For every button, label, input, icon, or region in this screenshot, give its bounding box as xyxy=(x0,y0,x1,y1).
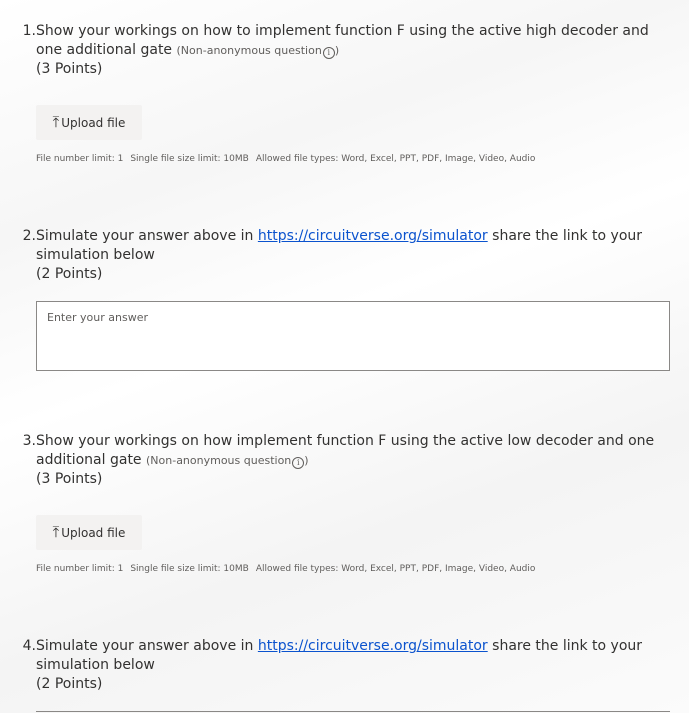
allowed-file-types: Allowed file types: Word, Excel, PPT, PDF, Image, Video, Audio xyxy=(255,564,536,574)
question-3 xyxy=(0,432,689,489)
question-points: (3 Points) xyxy=(36,471,103,487)
question-title: Show your workings on how implement function F using the active low decoder and one additional gate xyxy=(36,433,655,468)
non-anonymous-tag: (Non-anonymous question i ) xyxy=(146,454,309,467)
file-number-limit: File number limit: 1 xyxy=(36,154,124,164)
upload-label: Upload file xyxy=(61,525,126,540)
question-points: (2 Points) xyxy=(36,266,103,282)
question-title: Show your workings on how to implement function F using the active high decoder and one additional gate xyxy=(36,23,649,58)
question-2 xyxy=(0,227,689,284)
file-size-limit: Single file size limit: 10MB xyxy=(130,154,249,164)
question-title-prefix: Simulate your answer above in xyxy=(36,228,258,244)
question-1 xyxy=(0,22,689,79)
circuitverse-link[interactable]: https://circuitverse.org/simulator xyxy=(257,638,488,654)
file-size-limit: Single file size limit: 10MB xyxy=(130,564,249,574)
question-number: 2. xyxy=(22,228,36,244)
question-title-prefix: Simulate your answer above in xyxy=(36,638,258,654)
upload-label: Upload file xyxy=(61,115,126,130)
upload-arrow-icon: ⤒ xyxy=(52,522,60,541)
info-icon[interactable]: i xyxy=(323,47,335,59)
question-points: (3 Points) xyxy=(36,61,103,77)
upload-arrow-icon: ⤒ xyxy=(52,112,60,131)
info-icon[interactable]: i xyxy=(292,457,304,469)
question-number: 3. xyxy=(22,433,36,449)
answer-textbox[interactable] xyxy=(36,301,670,371)
question-number: 4. xyxy=(22,638,36,654)
upload-file-button[interactable] xyxy=(36,105,142,140)
non-anonymous-tag: (Non-anonymous question i ) xyxy=(176,44,340,57)
answer-textbox-top-edge[interactable] xyxy=(36,711,670,712)
upload-file-button[interactable] xyxy=(36,515,142,550)
question-points: (2 Points) xyxy=(36,676,103,692)
allowed-file-types: Allowed file types: Word, Excel, PPT, PDF, Image, Video, Audio xyxy=(255,154,536,164)
upload-limits xyxy=(36,564,542,574)
circuitverse-link[interactable]: https://circuitverse.org/simulator xyxy=(257,228,488,244)
answer-input[interactable] xyxy=(37,302,657,333)
question-title-suffix: share the link to your simulation below xyxy=(36,638,643,673)
upload-limits xyxy=(36,154,542,164)
question-title-suffix: share the link to your simulation below xyxy=(36,228,643,263)
question-4 xyxy=(0,637,689,694)
question-number: 1. xyxy=(22,23,36,39)
file-number-limit: File number limit: 1 xyxy=(36,564,124,574)
